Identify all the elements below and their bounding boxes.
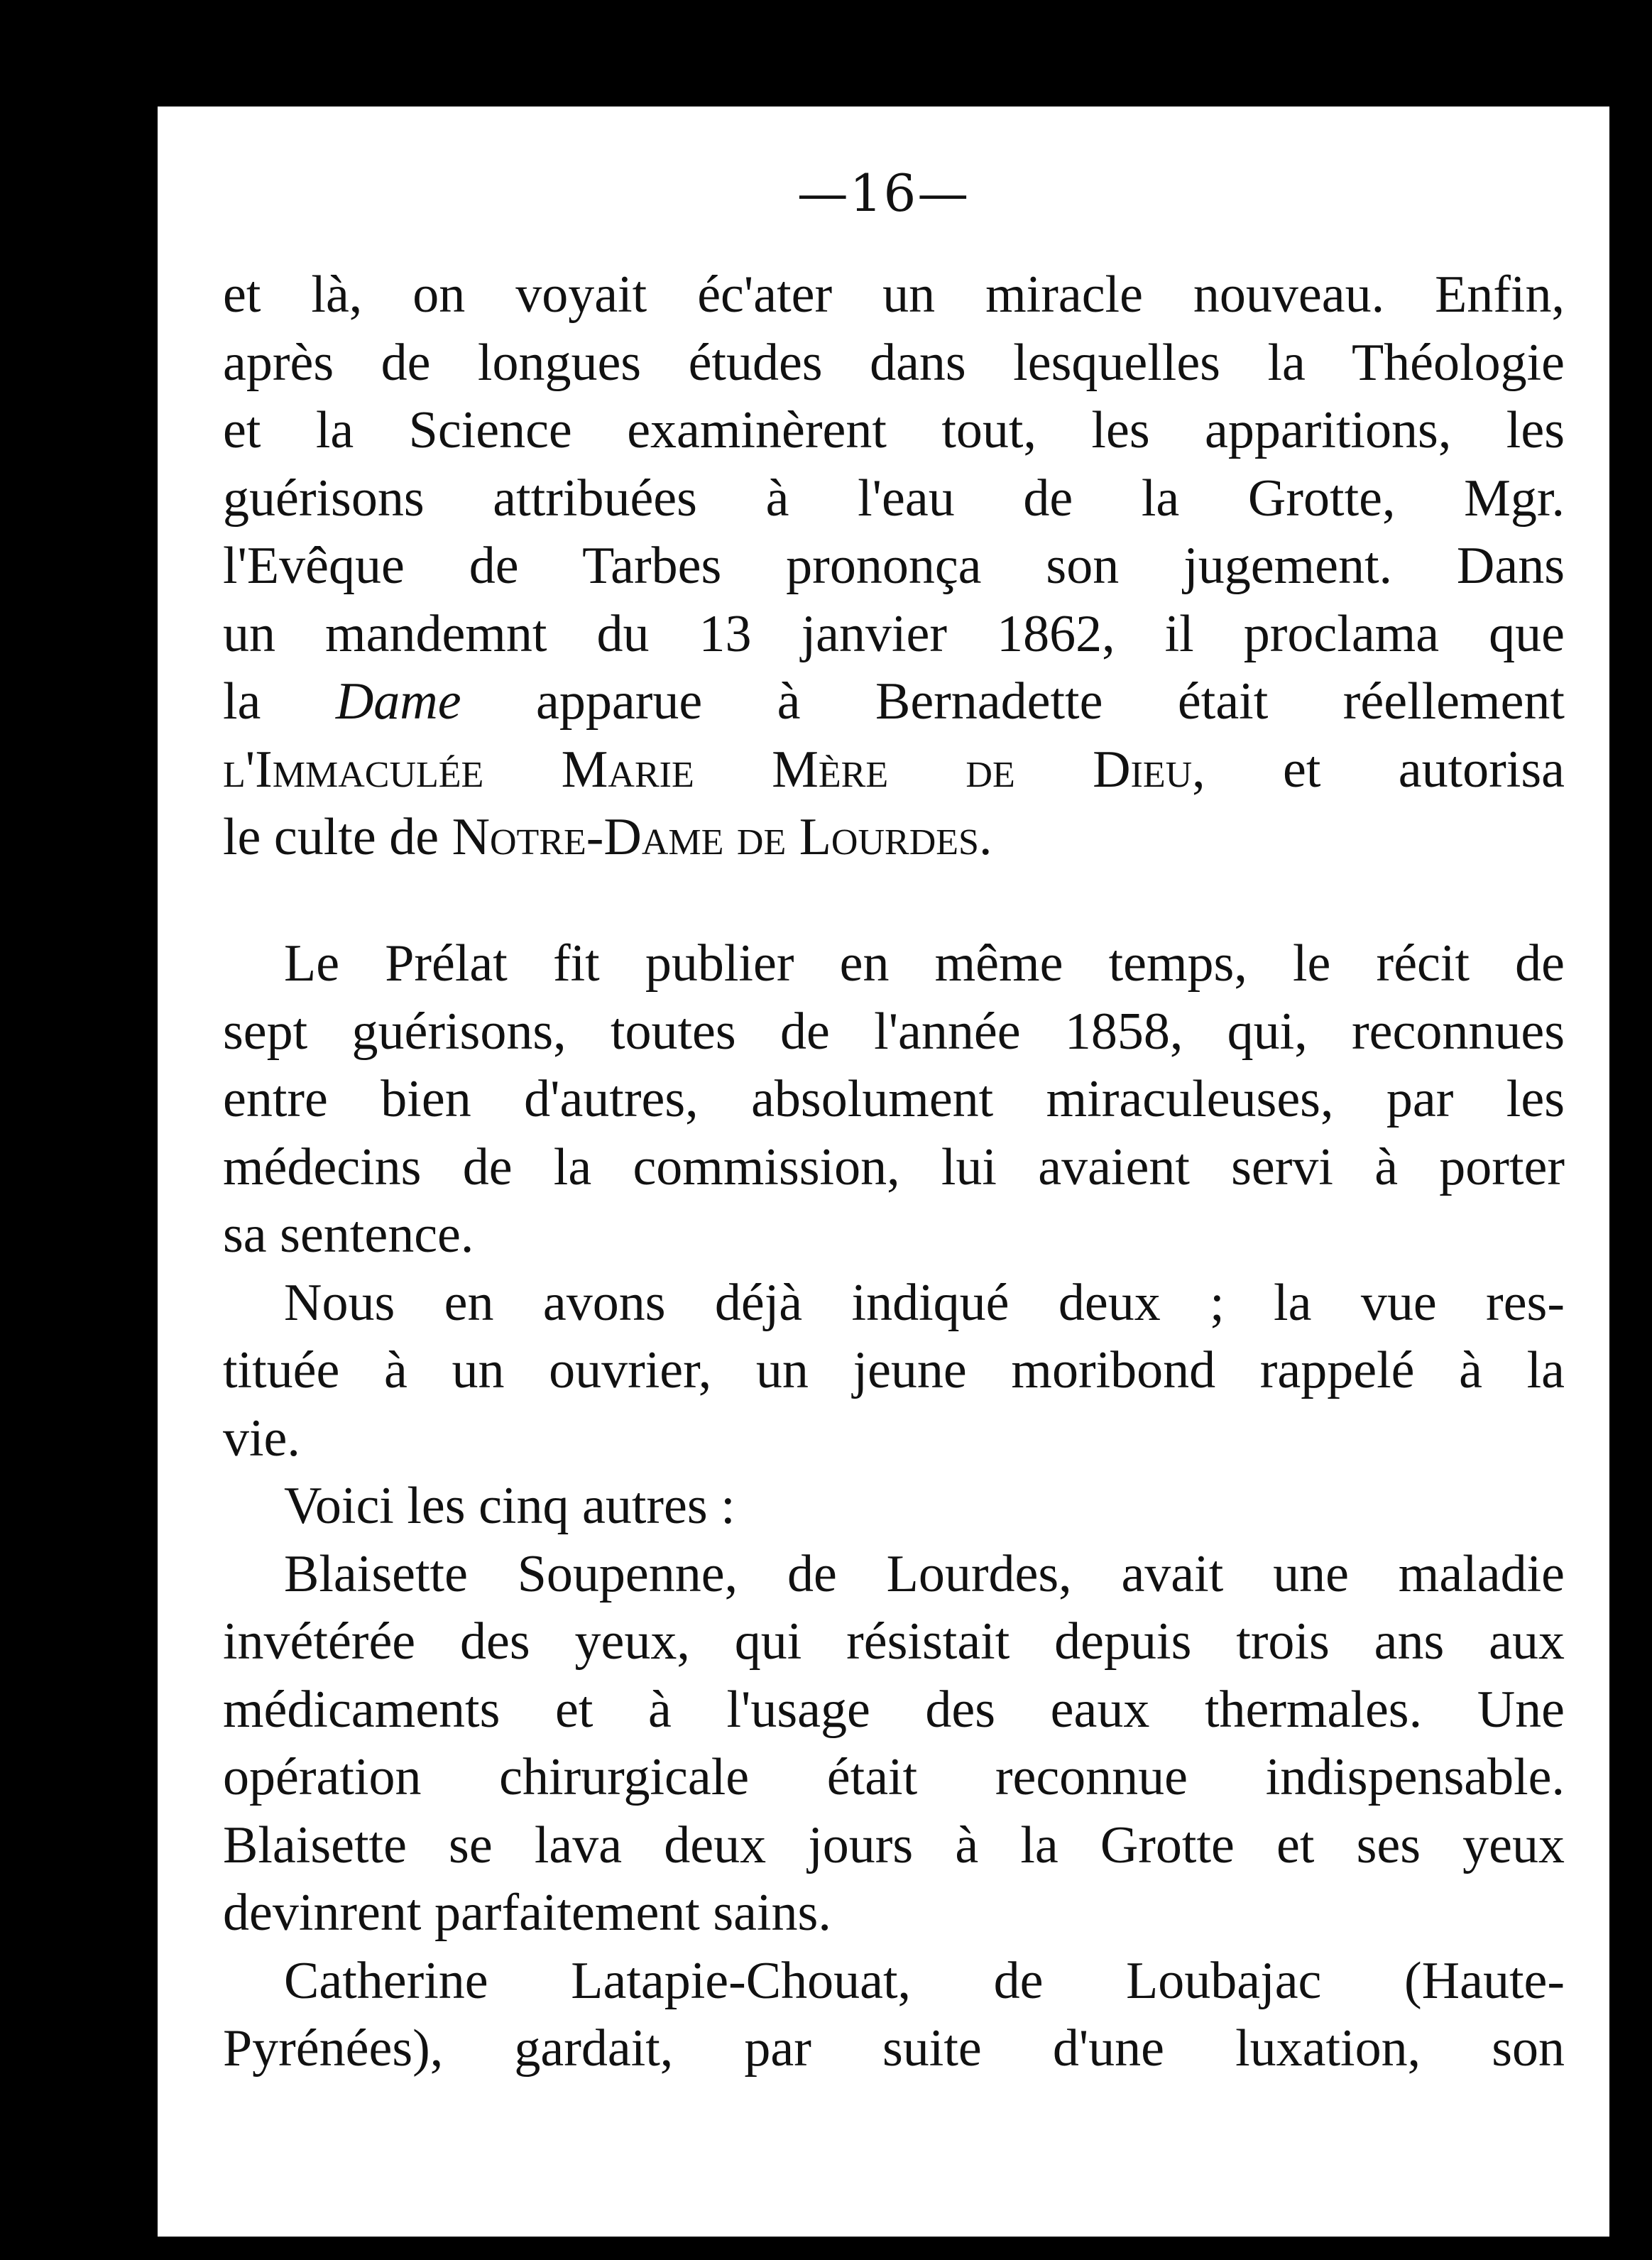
text-line: tituée à un ouvrier, un jeune moribond rappelé à la	[223, 1341, 1565, 1399]
text-line: Pyrénées), gardait, par suite d'une luxation, son	[223, 2019, 1565, 2078]
paragraph-two-cures	[223, 1270, 1565, 1473]
text-line: sept guérisons, toutes de l'année 1858, qui, reconnues	[223, 1002, 1565, 1061]
text-line: Voici les cinq autres :	[284, 1477, 735, 1535]
text-line: devinrent parfaitement sains.	[223, 1884, 831, 1942]
text-line: Le Prélat fit publier en même temps, le récit de	[284, 934, 1565, 993]
text-line: sa sentence.	[223, 1206, 474, 1264]
text-line: Nous en avons déjà indiqué deux ; la vue res-	[284, 1273, 1565, 1332]
small-caps-text: l'Immaculée Marie Mère de Dieu	[223, 740, 1193, 799]
text-line: médecins de la commission, lui avaient servi à porter	[223, 1137, 1565, 1196]
text-line: opération chirurgicale était reconnue indispensable.	[223, 1748, 1565, 1806]
paragraph-prelat	[223, 930, 1565, 1270]
paragraph-blaisette	[223, 1541, 1565, 1948]
text-line: guérisons attribuées à l'eau de la Grotte, Mgr.	[223, 469, 1565, 528]
text-line	[223, 668, 1565, 736]
text-run: , et autorisa	[1192, 740, 1565, 799]
book-page	[158, 107, 1609, 2237]
text-run: apparue à Bernadette était réellement	[461, 672, 1565, 731]
text-run: la	[223, 672, 336, 731]
text-run: .	[978, 808, 992, 866]
paragraph-five-others	[223, 1473, 1565, 1541]
text-line: vie.	[223, 1409, 300, 1468]
text-line: après de longues études dans lesquelles la Théologie	[223, 333, 1565, 392]
text-line: et là, on voyait éc'ater un miracle nouveau. Enfin,	[223, 266, 1565, 324]
paragraph-group-cures	[223, 930, 1565, 2083]
small-caps-text: Notre-Dame de Lourdes	[452, 808, 979, 866]
text-line	[223, 804, 1565, 872]
paragraph-decree	[223, 261, 1565, 872]
text-line: Blaisette Soupenne, de Lourdes, avait une maladie	[284, 1544, 1565, 1603]
italic-text: Dame	[335, 672, 461, 731]
text-line: invétérée des yeux, qui résistait depuis trois ans aux	[223, 1612, 1565, 1671]
paragraph-catherine	[223, 1948, 1565, 2083]
page-number: —16—	[797, 163, 970, 223]
text-line: Catherine Latapie-Chouat, de Loubajac (Haute-	[284, 1951, 1565, 2010]
text-line: l'Evêque de Tarbes prononça son jugement. Dans	[223, 537, 1565, 595]
text-run: le culte de	[223, 808, 452, 866]
text-line: Blaisette se lava deux jours à la Grotte et ses yeux	[223, 1816, 1565, 1874]
text-line	[223, 736, 1565, 804]
text-line: entre bien d'autres, absolument miraculeuses, par les	[223, 1070, 1565, 1128]
text-line: un mandemnt du 13 janvier 1862, il proclama que	[223, 604, 1565, 663]
text-line: médicaments et à l'usage des eaux thermales. Une	[223, 1680, 1565, 1739]
text-line: et la Science examinèrent tout, les apparitions, les	[223, 401, 1565, 459]
